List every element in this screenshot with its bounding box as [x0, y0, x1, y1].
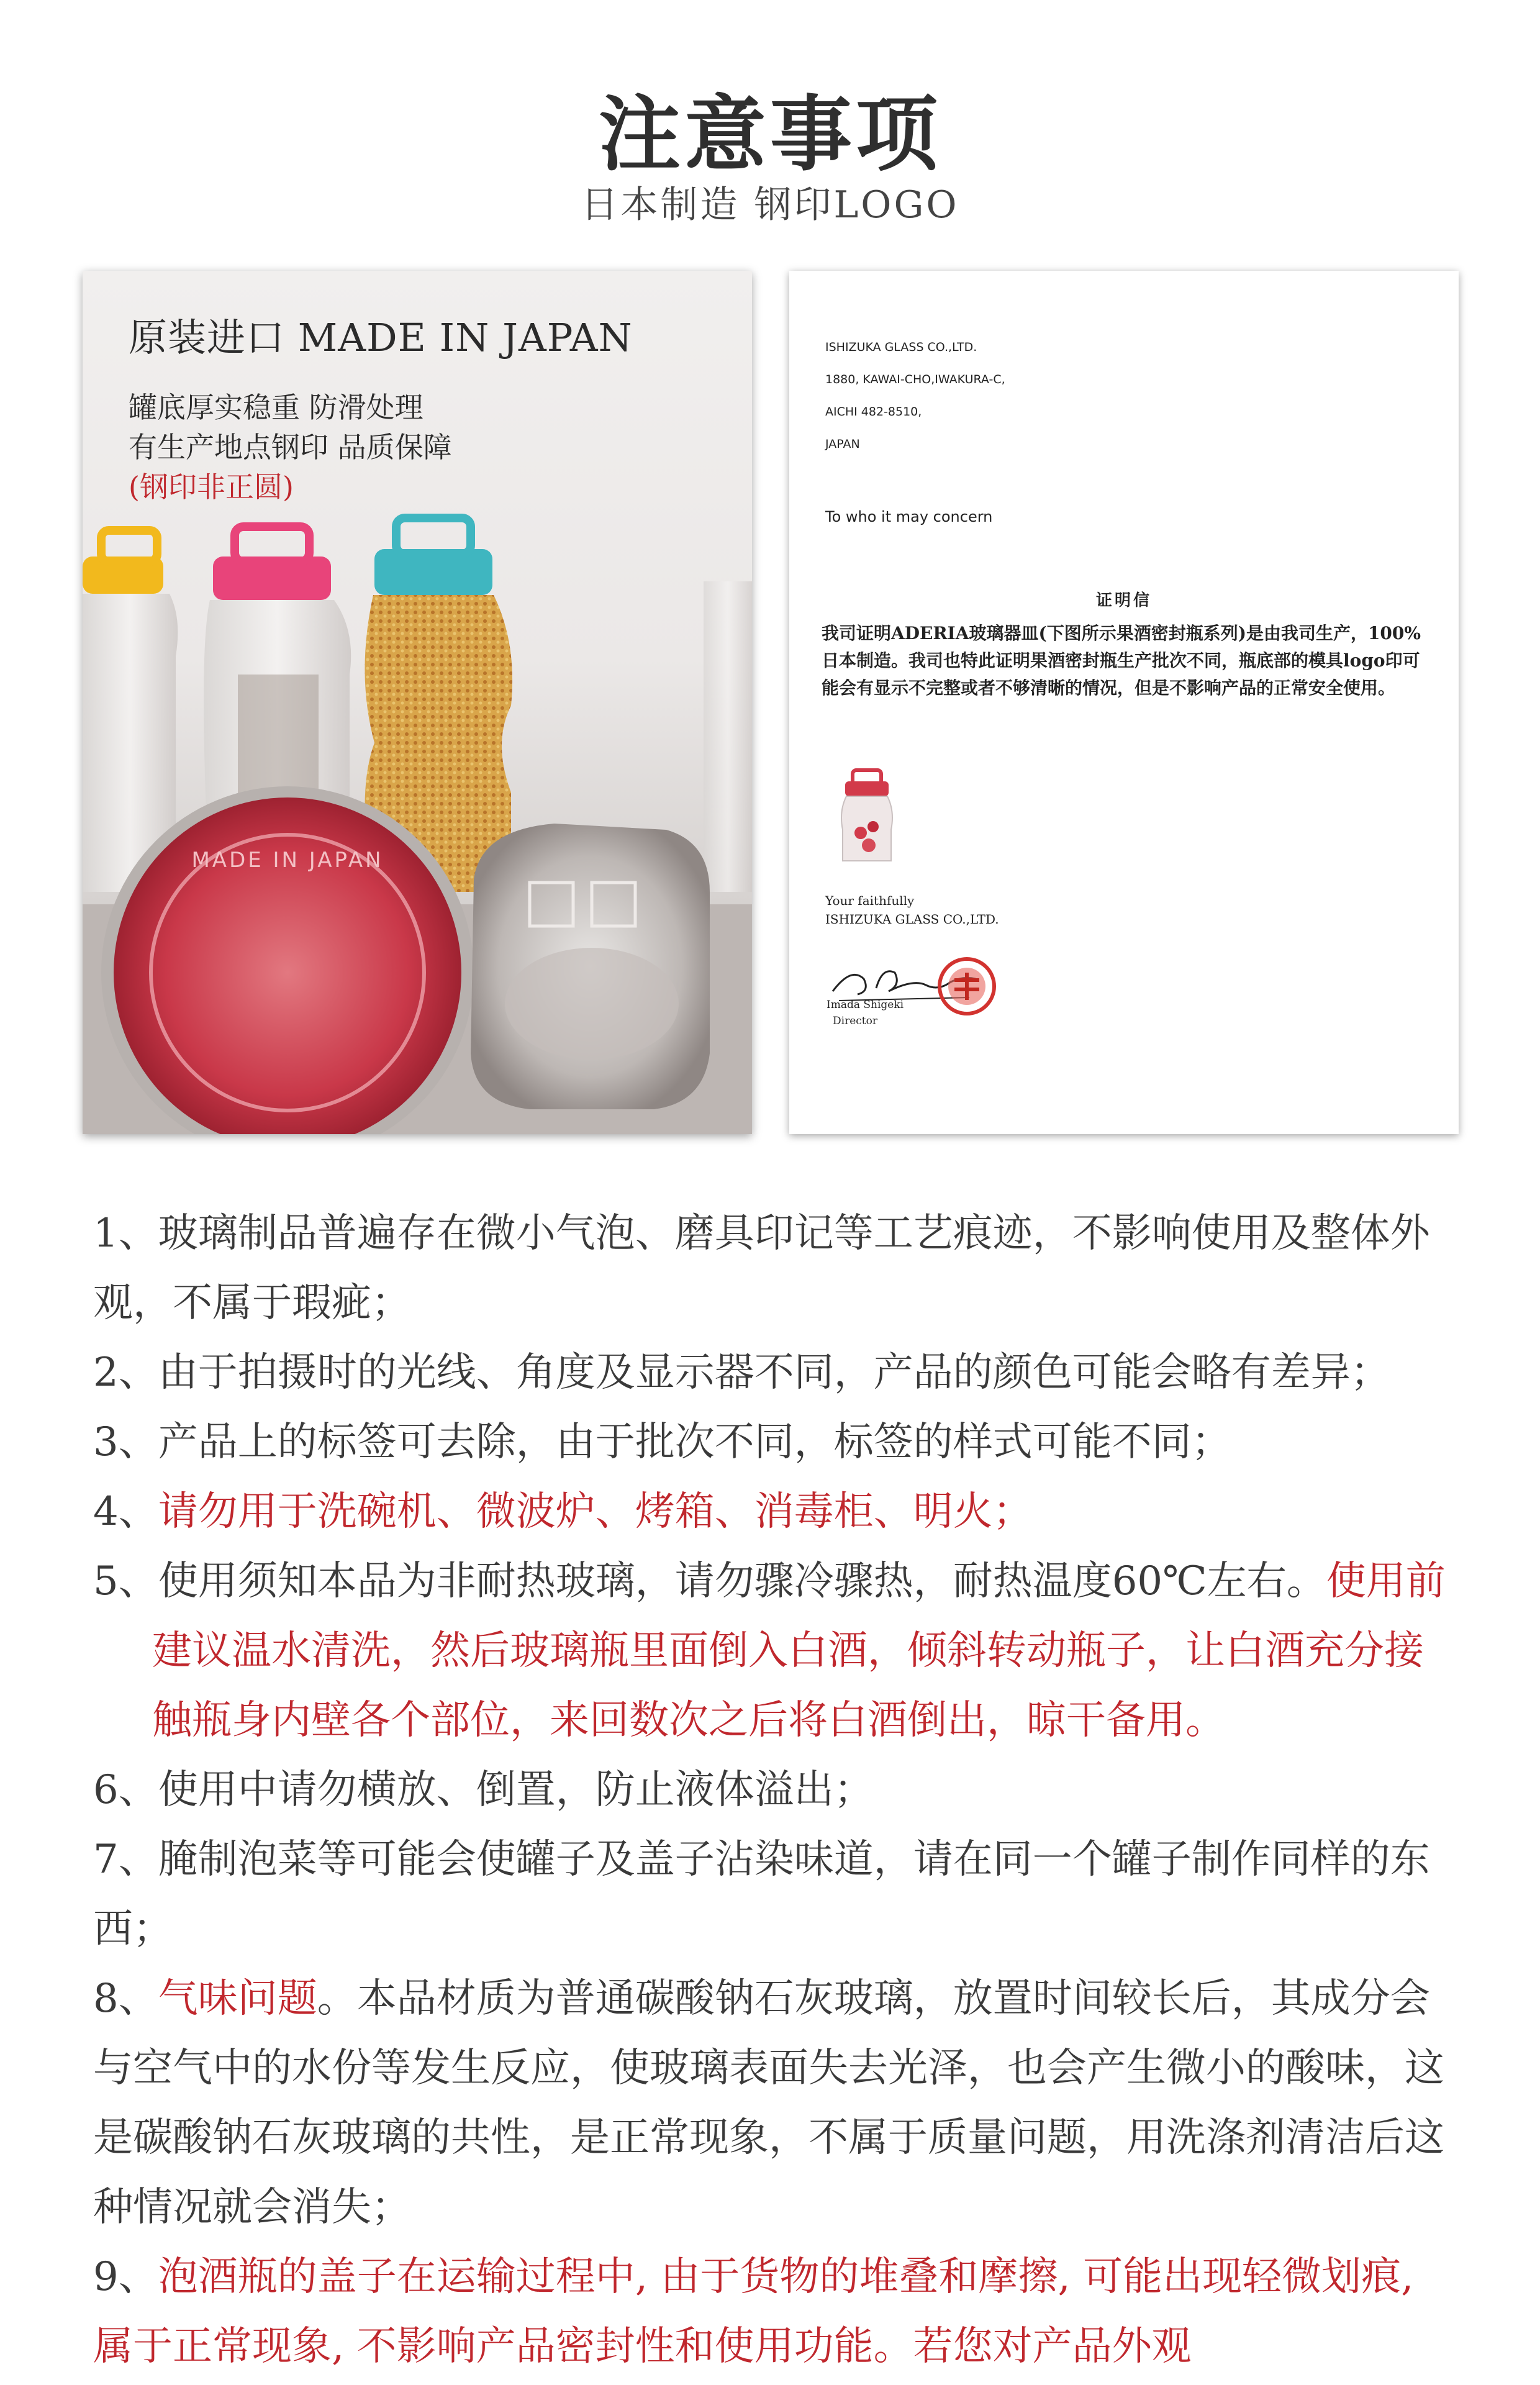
page-title: 注意事项	[599, 86, 941, 183]
note-8-text: 。本品材质为普通碳酸钠石灰玻璃，放置时间较长后，其成分会与空气中的水份等发生反应，使玻璃表面失去光泽，也会产生微小的酸味，这是碳酸钠石灰玻璃的共性，是正常现象，不属于质量问题，用洗涤剂清洁后这种情况就会消失；	[93, 1976, 1444, 2230]
notes-list	[93, 1199, 1459, 2381]
note-5-number: 5、	[93, 1558, 158, 1604]
certificate-document	[789, 271, 1459, 1134]
photo-heading: 原装进口 MADE IN JAPAN	[129, 315, 633, 360]
cert-signer: Imada Shigeki	[827, 999, 904, 1011]
note-9-number: 9、	[93, 2254, 158, 2300]
note-8	[93, 1964, 1459, 2242]
note-8-number: 8、	[93, 1976, 158, 2022]
company-seal	[936, 955, 998, 1017]
note-4-text: 请勿用于洗碗机、微波炉、烤箱、消毒柜、明火；	[158, 1489, 1033, 1535]
cert-closing: Your faithfully	[825, 893, 915, 908]
note-6: 6、使用中请勿横放、倒置，防止液体溢出；	[93, 1767, 874, 1813]
jar-thumbnail	[839, 768, 895, 867]
note-3: 3、产品上的标签可去除，由于批次不同，标签的样式可能不同；	[93, 1419, 1231, 1465]
cert-address-1: 1880, KAWAI-CHO,IWAKURA-C,	[825, 373, 1005, 386]
cert-title: 证明信	[1095, 591, 1152, 610]
note-9	[93, 2242, 1459, 2381]
cert-signer-title: Director	[833, 1015, 877, 1027]
product-photo	[83, 271, 752, 1134]
note-4-number: 4、	[93, 1489, 158, 1535]
cert-greeting: To who it may concern	[825, 508, 993, 525]
note-5-text: 使用须知本品为非耐热玻璃，请勿骤冷骤热，耐热温度60℃左右。	[158, 1558, 1326, 1604]
cert-body: 我司证明ADERIA玻璃器皿(下图所示果酒密封瓶系列)是由我司生产，100%日本制造。我司也特此证明果酒密封瓶生产批次不同，瓶底部的模具logo印可能会有显示不完整或者不够清晰的情况，但是不影响产品的正常安全使用。	[822, 623, 1421, 698]
jars-illustration	[83, 271, 752, 1134]
photo-line-2: 有生产地点钢印 品质保障	[129, 430, 452, 464]
page-subtitle: 日本制造 钢印LOGO	[581, 183, 959, 227]
bottom-mark: MADE IN JAPAN	[191, 848, 384, 873]
note-5	[93, 1547, 1459, 1755]
note-9-text: 泡酒瓶的盖子在运输过程中, 由于货物的堆叠和摩擦, 可能出现轻微划痕, 属于正常现象, 不影响产品密封性和使用功能。若您对产品外观	[93, 2254, 1414, 2369]
note-7: 7、腌制泡菜等可能会使罐子及盖子沾染味道，请在同一个罐子制作同样的东西；	[93, 1837, 1430, 1952]
cert-country: JAPAN	[825, 437, 860, 451]
photo-line-1: 罐底厚实稳重 防滑处理	[129, 391, 424, 424]
note-4	[93, 1477, 1459, 1547]
cert-address-2: AICHI 482-8510,	[825, 405, 922, 419]
note-8-highlight: 气味问题	[158, 1976, 317, 2022]
photo-line-3: (钢印非正圆)	[129, 470, 294, 504]
note-5-warning: 使用前建议温水清洗，然后玻璃瓶里面倒入白酒，倾斜转动瓶子，让白酒充分接触瓶身内壁各个部位，来回数次之后将白酒倒出，晾干备用。	[152, 1558, 1446, 1743]
note-1: 1、玻璃制品普遍存在微小气泡、磨具印记等工艺痕迹，不影响使用及整体外观，不属于瑕疵；	[93, 1211, 1430, 1326]
cert-company: ISHIZUKA GLASS CO.,LTD.	[825, 340, 977, 354]
note-2: 2、由于拍摄时的光线、角度及显示器不同，产品的颜色可能会略有差异；	[93, 1350, 1390, 1396]
cert-closing-company: ISHIZUKA GLASS CO.,LTD.	[825, 912, 999, 927]
